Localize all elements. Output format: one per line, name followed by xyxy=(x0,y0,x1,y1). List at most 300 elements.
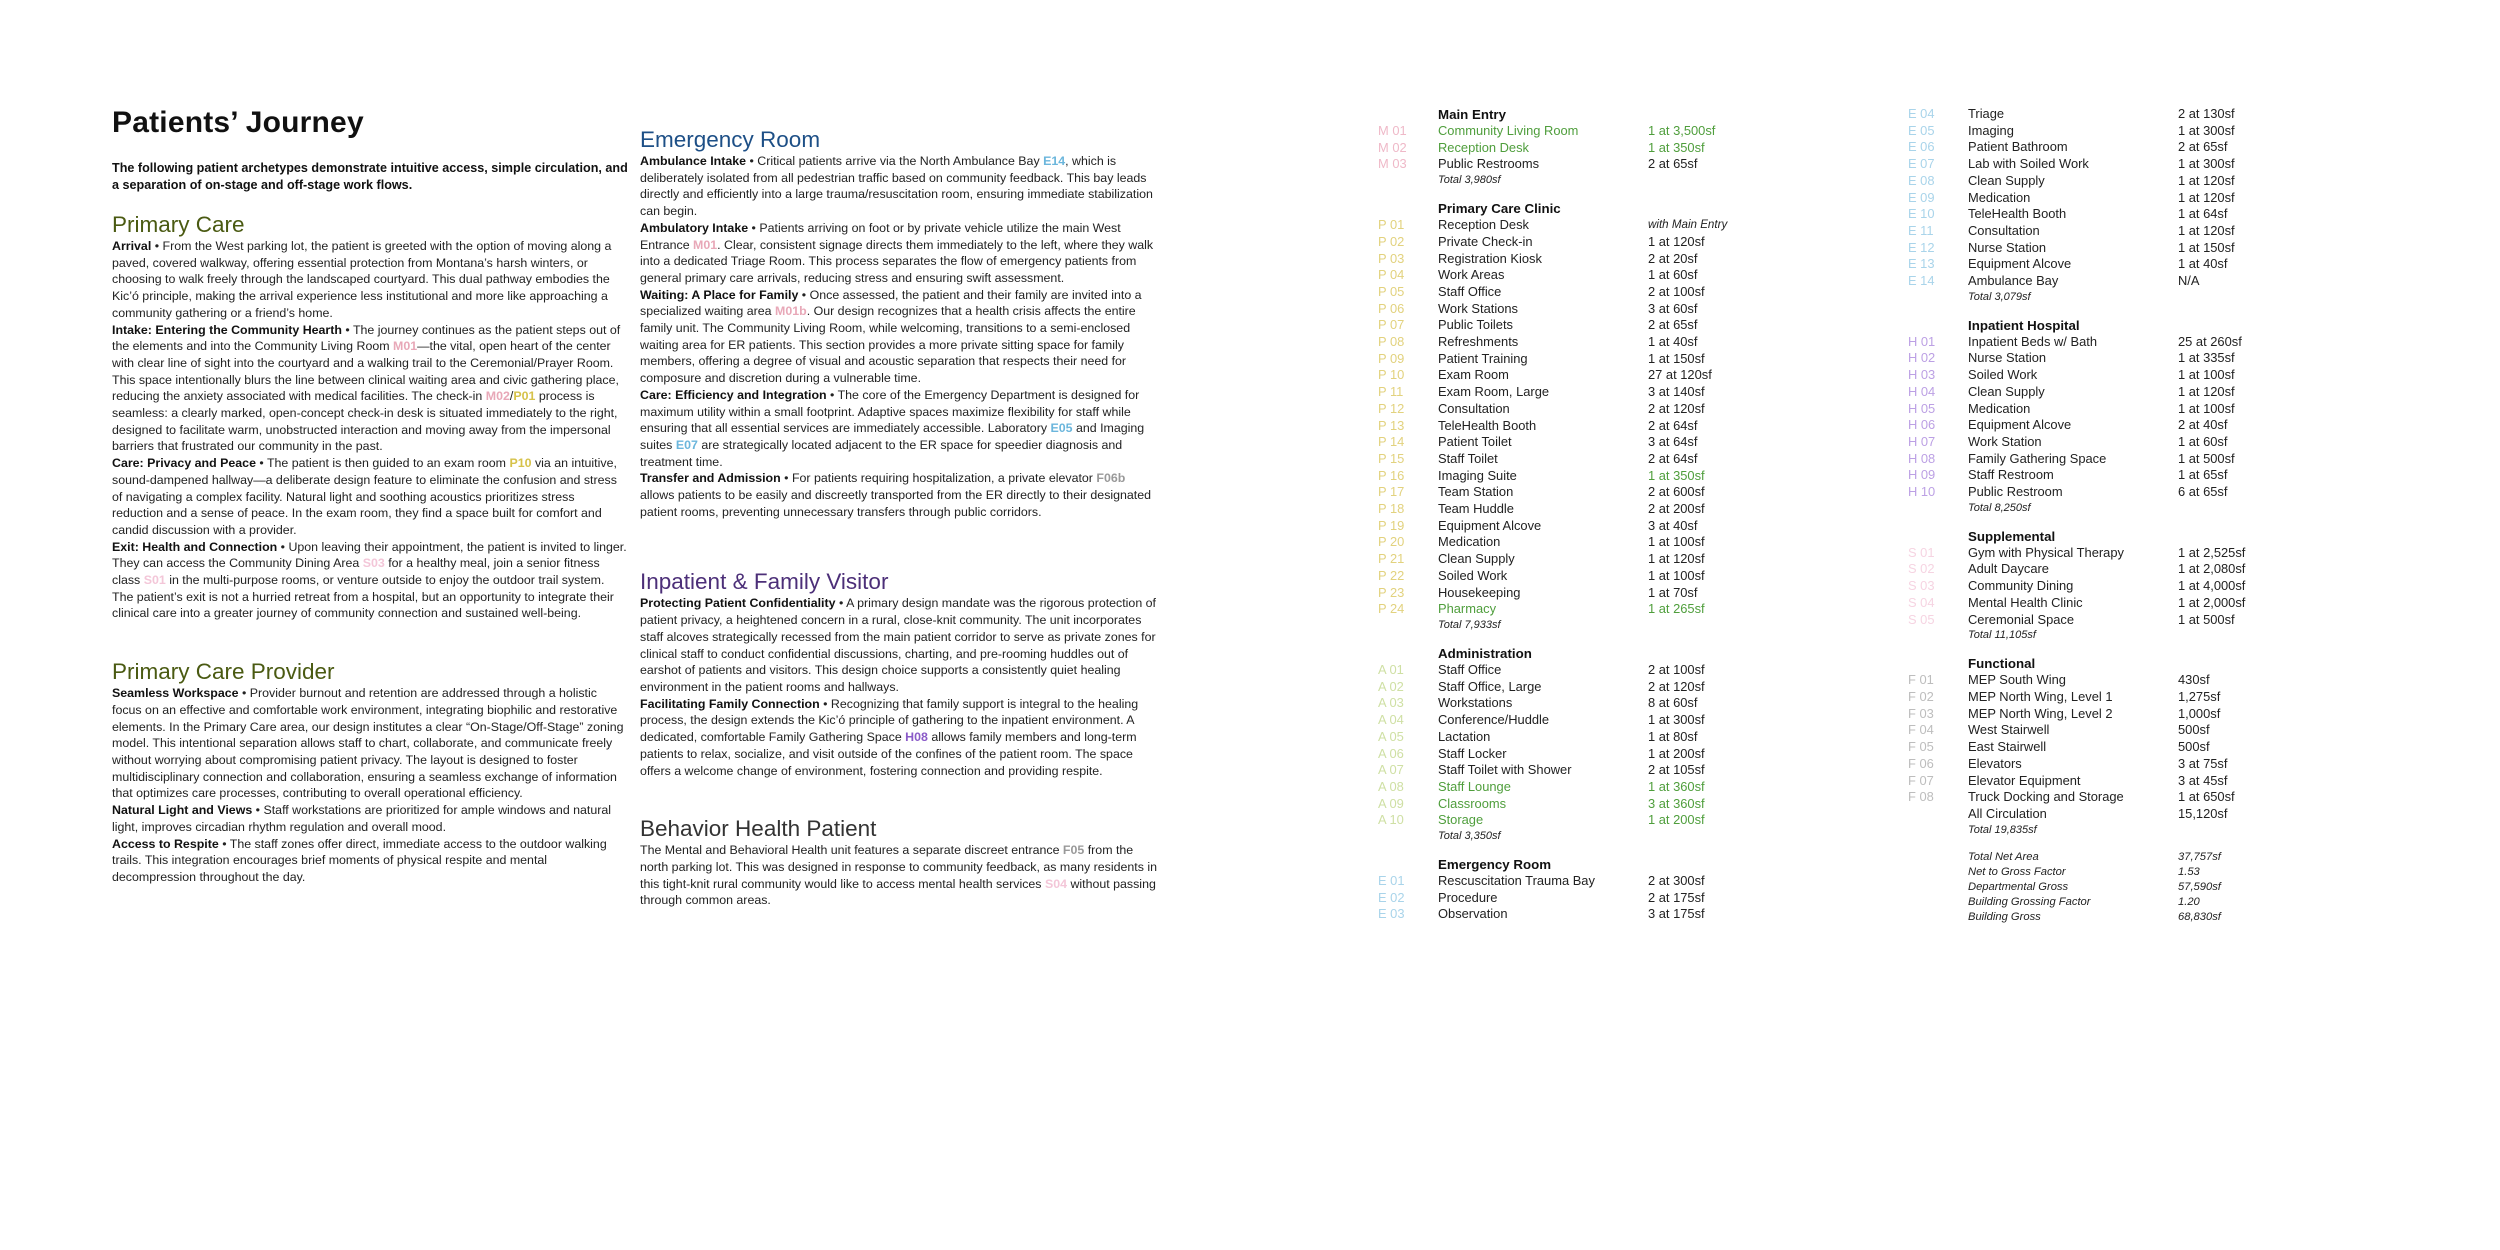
spacer xyxy=(112,622,628,660)
schedule-row xyxy=(1908,806,2388,823)
schedule-row xyxy=(1378,568,1898,585)
room-code: F06b xyxy=(1096,471,1126,486)
room-name: Clean Supply xyxy=(1968,383,2045,399)
room-name: Staff Locker xyxy=(1438,745,1507,761)
room-code: P 03 xyxy=(1378,250,1405,266)
exit-heading: Exit: Health and Connection xyxy=(112,539,278,554)
room-name: Staff Toilet with Shower xyxy=(1438,762,1572,778)
workspace-text: Provider burnout and retention are addressed through a holistic focus on an effective and comfortable work environment, integrating biophilic and restorative elements. In the Primary Care area, our design institutes a clear “On-Stage/Off-Stage” zoning model. This intentional separation allows staff to chart, collaborate, and communicate freely without worrying about compromising patient privacy. The layout is designed to foster multidisciplinary connection and collaboration, ensuring a seamless exchange of information that optimizes care processes, contributing to overall operational efficiency. xyxy=(112,686,624,801)
summary-row xyxy=(1908,850,2388,865)
room-code: A 02 xyxy=(1378,678,1404,694)
room-code: S 01 xyxy=(1908,544,1935,560)
room-code: P 02 xyxy=(1378,233,1405,249)
room-name: Storage xyxy=(1438,812,1484,828)
room-code: A 06 xyxy=(1378,745,1404,761)
summary-value: 37,757sf xyxy=(2178,850,2221,863)
room-code: H 02 xyxy=(1908,350,1936,366)
schedule-row xyxy=(1378,334,1898,351)
room-code: H 07 xyxy=(1908,433,1936,449)
schedule-row xyxy=(1908,561,2388,578)
schedule-group xyxy=(1908,106,2388,304)
room-code: A 10 xyxy=(1378,812,1404,828)
schedule-row xyxy=(1378,779,1898,796)
intake-text-1: The journey continues as the patient steps out of the elements and into the Community Living Room xyxy=(112,322,621,354)
room-code: P 12 xyxy=(1378,400,1405,416)
schedule-row xyxy=(1908,789,2388,806)
room-name: Elevators xyxy=(1968,755,2022,771)
schedule-group-title: Administration xyxy=(1438,645,1532,661)
behavior-text xyxy=(640,842,1158,909)
room-name: Work Areas xyxy=(1438,267,1505,283)
room-name: Community Living Room xyxy=(1438,123,1579,138)
room-name: Patient Bathroom xyxy=(1968,139,2068,155)
room-name: Lactation xyxy=(1438,728,1491,744)
schedule-group-title: Main Entry xyxy=(1438,107,1506,122)
room-code: F 04 xyxy=(1908,722,1934,738)
room-code: P 08 xyxy=(1378,334,1405,350)
respite-text: The staff zones offer direct, immediate access to the outdoor walking trails. This integration encourages brief moments of physical respite and mental decompression throughout the day. xyxy=(112,836,607,884)
summary-label: Building Grossing Factor xyxy=(1968,895,2091,908)
schedule-row xyxy=(1908,434,2388,451)
room-name: Exam Room xyxy=(1438,367,1509,383)
room-code: M01 xyxy=(393,339,418,354)
room-code: S 02 xyxy=(1908,561,1935,577)
room-code: M 02 xyxy=(1378,139,1407,155)
room-code: H 10 xyxy=(1908,484,1936,500)
provider-text: Seamless Workspace • Provider burnout and retention are addressed through a holistic focus on an effective and comfortable work environment, integrating biophilic and restorative elements. In the Primary Care area, our design institutes a clear “On-Stage/Off-Stage” zoning model. This intentional separation allows staff to chart, collaborate, and communicate freely without worrying about compromising patient privacy. The layout is designed to foster multidisciplinary connection and collaboration, ensuring a seamless exchange of information that optimizes care processes, contributing to overall operational efficiency. Natural Light and Views • Staff workstations are prioritized for ample windows and natural light, improves circadian rhythm regulation and overall mood. Access to Respite • The staff zones offer direct, immediate access to the outdoor walking trails. This integration encourages brief moments of physical respite and mental decompression throughout the day. xyxy=(112,686,624,884)
schedule-group xyxy=(1908,317,2388,515)
room-name: Staff Office, Large xyxy=(1438,678,1542,694)
family-text-2: allows family members and long-term patients to relax, socialize, and visit outside of the confines of the patient room. The space offers a welcome change of environment, fostering connection and providing respite. xyxy=(640,730,1137,778)
ambulatory-text-1: Patients arriving on foot or by private vehicle utilize the main West Entrance xyxy=(640,220,1121,252)
room-name: Conference/Huddle xyxy=(1438,712,1550,728)
schedule-row xyxy=(1378,662,1898,679)
family-text-1: Recognizing that family support is integral to the healing process, the design extends the Kic’ó principle of gathering to the inpatient environment. A dedicated, comfortable Family Gathering Space xyxy=(640,696,1139,745)
room-code: M 03 xyxy=(1378,156,1407,172)
room-code: S 05 xyxy=(1908,611,1935,627)
room-name: Staff Office xyxy=(1438,661,1502,677)
room-name: MEP South Wing xyxy=(1968,672,2066,688)
room-area: 8 at 60sf xyxy=(1648,695,1698,711)
room-code: M01 xyxy=(693,237,718,252)
room-code: E 05 xyxy=(1908,122,1935,138)
room-name: MEP North Wing, Level 2 xyxy=(1968,705,2113,721)
room-code: P 17 xyxy=(1378,484,1405,500)
room-name: West Stairwell xyxy=(1968,722,2050,738)
schedule-row xyxy=(1378,301,1898,318)
room-code: H 04 xyxy=(1908,383,1936,399)
room-area: 1 at 200sf xyxy=(1648,812,1705,828)
room-area: 3 at 75sf xyxy=(2178,755,2228,771)
schedule-row xyxy=(1378,284,1898,301)
waiting-text-2: . Our design recognizes that a health crisis affects the entire family unit. The Community Living Room, while welcoming, transitions to a semi-enclosed waiting area for ER patients. This section provides a more private sitting space for family members, offering a degree of visual and acoustic separation that respects their need for composure and discretion during a vulnerable time. xyxy=(640,304,1136,386)
room-area: 2 at 65sf xyxy=(2178,139,2228,155)
room-name: Inpatient Beds w/ Bath xyxy=(1968,333,2097,349)
schedule-group-total: Total 3,350sf xyxy=(1438,830,1501,843)
room-code: P 01 xyxy=(1378,217,1405,233)
room-name: Pharmacy xyxy=(1438,601,1497,617)
room-code: E 03 xyxy=(1378,906,1405,922)
room-name: Imaging xyxy=(1968,122,2014,138)
schedule-row xyxy=(1378,906,1898,923)
er-care-text-1: The core of the Emergency Department is designed for maximum utility within a small footprint. Adaptive spaces maximize flexibility for staff while ensuring that all essential services are immediately accessible. Laboratory xyxy=(640,387,1140,436)
primary-care-section xyxy=(112,213,628,622)
room-area: 1 at 120sf xyxy=(1648,551,1705,567)
room-name: Gym with Physical Therapy xyxy=(1968,544,2124,560)
room-area: 1 at 80sf xyxy=(1648,728,1698,744)
transfer-heading: Transfer and Admission xyxy=(640,471,781,486)
room-name: Imaging Suite xyxy=(1438,467,1517,483)
schedule-row xyxy=(1378,123,1898,140)
space-schedule-left xyxy=(1378,106,1898,936)
room-area: 1 at 265sf xyxy=(1648,601,1705,617)
room-area: with Main Entry xyxy=(1648,218,1728,232)
er-section xyxy=(640,128,1158,520)
summary-label: Departmental Gross xyxy=(1968,880,2069,893)
room-area: 2 at 600sf xyxy=(1648,484,1705,500)
er-text: Ambulance Intake • Critical patients arrive via the North Ambulance Bay E14, which is deliberately isolated from all pedestrian traffic based on community feedback. This bay leads directly and efficiently into a large trauma/resuscitation room, ensuring immediate stabilization can begin. Ambulatory Intake • Patients arriving on foot or by private vehicle utilize the main West Entrance M01. Clear, consistent signage directs them immediately to the left, where they walk into a dedicated Triage Room. This process separates the flow of emergency patients from general primary care arrivals, reducing stress and ensuring swift assessment. Waiting: A Place for Family • Once assessed, the patient and their family are invited into a specialized waiting area M01b. Our design recognizes that a health crisis affects the entire family unit. The Community Living Room, while welcoming, transitions to a semi-enclosed waiting area for ER patients. This section provides a more private sitting space for family members, offering a degree of visual and acoustic separation that respects their need for composure and discretion during a vulnerable time. Care: Efficiency and Integration • The core of the Emergency Department is designed for maximum utility within a small footprint. Adaptive spaces maximize flexibility for staff while ensuring that all essential services are immediately accessible. Laboratory E05 and Imaging suites E07 are strategically located adjacent to the ER space for speedier diagnosis and treatment time. Transfer and Admission • For patients requiring hospitalization, a private elevator F06b allows patients to be easily and discreetly transported from the ER directly to their designated patient rooms, preventing unnecessary transfers through public corridors. xyxy=(640,154,1154,519)
summary-row xyxy=(1908,865,2388,880)
waiting-text-1: Once assessed, the patient and their family are invited into a specialized waiting area xyxy=(640,287,1142,319)
room-area: 1,000sf xyxy=(2178,705,2221,721)
room-area: 1 at 300sf xyxy=(2178,156,2235,172)
schedule-row xyxy=(1378,384,1898,401)
schedule-group-total: Total 7,933sf xyxy=(1438,618,1501,631)
room-code: M02 xyxy=(485,389,510,404)
room-name: TeleHealth Booth xyxy=(1968,206,2067,222)
schedule-row xyxy=(1908,139,2388,156)
room-area: 1 at 150sf xyxy=(1648,350,1705,366)
ambulance-text-1: Critical patients arrive via the North Ambulance Bay xyxy=(757,154,1040,168)
room-area: 2 at 65sf xyxy=(1648,317,1698,333)
room-code: P 11 xyxy=(1378,384,1404,400)
schedule-group-title: Supplemental xyxy=(1968,528,2056,544)
room-area: 3 at 175sf xyxy=(1648,906,1705,922)
room-name: Public Restrooms xyxy=(1438,156,1540,172)
schedule-row xyxy=(1378,140,1898,157)
room-code: E 02 xyxy=(1378,889,1405,905)
schedule-row xyxy=(1908,190,2388,207)
family-heading: Facilitating Family Connection xyxy=(640,696,820,711)
schedule-row xyxy=(1378,156,1898,173)
room-code: H 03 xyxy=(1908,367,1936,383)
schedule-row xyxy=(1378,267,1898,284)
room-code: P 19 xyxy=(1378,517,1405,533)
room-code: E 14 xyxy=(1908,273,1935,289)
schedule-row xyxy=(1908,545,2388,562)
room-area: 1 at 300sf xyxy=(2178,122,2235,138)
schedule-group-total: Total 3,980sf xyxy=(1438,174,1501,187)
room-name: Reception Desk xyxy=(1438,139,1529,155)
room-area: 2 at 120sf xyxy=(1648,678,1705,694)
schedule-row xyxy=(1378,401,1898,418)
schedule-row xyxy=(1908,417,2388,434)
room-area: 1 at 60sf xyxy=(2178,433,2228,449)
room-name: Ceremonial Space xyxy=(1968,611,2075,627)
room-name: Medication xyxy=(1438,534,1501,550)
schedule-row xyxy=(1378,695,1898,712)
room-code: P 10 xyxy=(1378,367,1405,383)
schedule-row xyxy=(1378,501,1898,518)
room-area: 3 at 64sf xyxy=(1648,434,1698,450)
natural-light-heading: Natural Light and Views xyxy=(112,803,253,818)
room-code: M01b xyxy=(775,304,807,319)
ambulatory-text-2: . Clear, consistent signage directs them immediately to the left, where they walk into a dedicated Triage Room. This process separates the flow of emergency patients from general primary care arrivals, reducing stress and ensuring swift assessment. xyxy=(640,237,1154,285)
schedule-row xyxy=(1378,418,1898,435)
room-code: P 09 xyxy=(1378,350,1405,366)
room-name: TeleHealth Booth xyxy=(1438,417,1537,433)
er-care-heading: Care: Efficiency and Integration xyxy=(640,387,827,402)
schedule-row xyxy=(1908,334,2388,351)
intro-text: The following patient archetypes demonstrate intuitive access, simple circulation, and a separation of on-stage and off-stage work flows. xyxy=(112,161,628,192)
schedule-row xyxy=(1908,240,2388,257)
schedule-row xyxy=(1378,551,1898,568)
schedule-row xyxy=(1908,689,2388,706)
room-name: Team Station xyxy=(1438,484,1514,500)
room-name: Public Restroom xyxy=(1968,484,2063,500)
schedule-row xyxy=(1378,729,1898,746)
page-title: Patients’ Journey xyxy=(112,106,364,139)
schedule-group xyxy=(1908,528,2388,643)
schedule-group-total: Total 19,835sf xyxy=(1968,823,2037,836)
room-code: P 14 xyxy=(1378,434,1405,450)
natural-light-text: Staff workstations are prioritized for ample windows and natural light, improves circadian rhythm regulation and overall mood. xyxy=(112,803,612,834)
schedule-row xyxy=(1908,773,2388,790)
room-area: 2 at 100sf xyxy=(1648,283,1705,299)
schedule-row xyxy=(1908,223,2388,240)
intake-heading: Intake: Entering the Community Hearth xyxy=(112,322,342,337)
room-code: P 04 xyxy=(1378,267,1405,283)
schedule-group-title: Functional xyxy=(1968,656,2036,672)
room-area: 1 at 4,000sf xyxy=(2178,578,2246,594)
room-code: S 04 xyxy=(1908,594,1935,610)
room-area: 2 at 175sf xyxy=(1648,889,1705,905)
primary-care-title: Primary Care xyxy=(112,212,245,237)
room-area: 1 at 40sf xyxy=(2178,256,2228,272)
schedule-row xyxy=(1908,595,2388,612)
room-area: 1 at 500sf xyxy=(2178,611,2235,627)
room-code: S04 xyxy=(1044,876,1067,891)
room-name: Mental Health Clinic xyxy=(1968,594,2083,610)
schedule-row xyxy=(1378,451,1898,468)
room-code: P 24 xyxy=(1378,601,1405,617)
room-area: 2 at 300sf xyxy=(1648,873,1705,889)
schedule-group-total: Total 11,105sf xyxy=(1968,629,2036,642)
transfer-text-1: For patients requiring hospitalization, a private elevator xyxy=(791,471,1093,486)
schedule-group-title: Emergency Room xyxy=(1438,857,1552,873)
schedule-row xyxy=(1378,873,1898,890)
room-area: 500sf xyxy=(2178,722,2210,738)
room-area: 15,120sf xyxy=(2178,805,2228,821)
room-name: Ambulance Bay xyxy=(1968,273,2059,289)
room-code: A 07 xyxy=(1378,762,1404,778)
room-code: F 07 xyxy=(1908,772,1934,788)
room-name: Soiled Work xyxy=(1968,367,2038,383)
room-code xyxy=(1908,806,1968,823)
room-code: P 23 xyxy=(1378,584,1405,600)
room-area: 1,275sf xyxy=(2178,688,2221,704)
room-area: 1 at 100sf xyxy=(1648,534,1705,550)
room-code: A 03 xyxy=(1378,695,1404,711)
room-name: Nurse Station xyxy=(1968,350,2047,366)
narrative-column-right xyxy=(640,128,1158,909)
room-code: E14 xyxy=(1043,154,1066,168)
schedule-row xyxy=(1908,173,2388,190)
room-code: A 09 xyxy=(1378,795,1404,811)
care-text-1: The patient is then guided to an exam room xyxy=(266,456,506,471)
room-code: S03 xyxy=(362,556,385,571)
room-name: Exam Room, Large xyxy=(1438,384,1550,400)
care-heading: Care: Privacy and Peace xyxy=(112,456,256,471)
behavior-text-3: without passing through common areas. xyxy=(640,876,1156,908)
room-area: 25 at 260sf xyxy=(2178,333,2242,349)
summary-spacer xyxy=(1908,895,1968,910)
room-name: Equipment Alcove xyxy=(1968,417,2072,433)
summary-value: 57,590sf xyxy=(2178,880,2221,893)
intake-text-2: —the vital, open heart of the center with clear line of sight into the courtyard and a walking trail to the Ceremonial/Prayer Room. This space intentionally blurs the line between clinical waiting area and civic gathering place, reducing the anxiety associated with medical facilities. The check-in xyxy=(112,339,619,404)
schedule-row xyxy=(1378,679,1898,696)
er-title: Emergency Room xyxy=(640,127,821,152)
room-area: 1 at 350sf xyxy=(1648,467,1705,483)
room-code: H 09 xyxy=(1908,467,1936,483)
room-name: Consultation xyxy=(1968,222,2040,238)
schedule-group xyxy=(1908,655,2388,836)
schedule-row xyxy=(1908,350,2388,367)
room-area: 2 at 65sf xyxy=(1648,156,1698,172)
room-name: Adult Daycare xyxy=(1968,561,2049,577)
behavior-title: Behavior Health Patient xyxy=(640,816,877,842)
spacer xyxy=(640,520,1158,570)
room-code: M 01 xyxy=(1378,123,1407,138)
inpatient-text: Protecting Patient Confidentiality • A primary design mandate was the rigorous protection of patient privacy, a heightened concern in a rural, close-knit community. The unit incorporates staff alcoves strategically recessed from the main patient corridor to serve as private zones for clinical staff to conduct confidential discussions, charting, and pre-rooming huddles out of earshot of patients and visitors. This design choice supports a consistently quiet healing environment in the patient rooms and hallways. Facilitating Family Connection • Recognizing that family support is integral to the healing process, the design extends the Kic’ó principle of gathering to the inpatient environment. A dedicated, comfortable Family Gathering Space H08 allows family members and long-term patients to relax, socialize, and visit outside of the confines of the patient room. The space offers a welcome change of environment, fostering connection and providing respite. xyxy=(640,596,1156,778)
room-area: 2 at 120sf xyxy=(1648,400,1705,416)
room-area: 3 at 360sf xyxy=(1648,795,1705,811)
room-code: H 01 xyxy=(1908,333,1936,349)
room-area: 1 at 2,000sf xyxy=(2178,594,2246,610)
schedule-row xyxy=(1378,484,1898,501)
confidentiality-text: A primary design mandate was the rigorous protection of patient privacy, a heightened concern in a rural, close-knit community. The unit incorporates staff alcoves strategically recessed from the main patient corridor to serve as private zones for clinical staff to conduct confidential discussions, charting, and pre-rooming huddles out of earshot of patients and visitors. This design choice supports a consistently quiet healing environment in the patient rooms and hallways. xyxy=(640,596,1156,694)
room-code: H 08 xyxy=(1908,450,1936,466)
room-name: MEP North Wing, Level 1 xyxy=(1968,688,2113,704)
room-area: 1 at 2,080sf xyxy=(2178,561,2246,577)
schedule-group xyxy=(1378,856,1898,923)
schedule-row xyxy=(1378,762,1898,779)
room-code: S 03 xyxy=(1908,578,1935,594)
schedule-row xyxy=(1378,317,1898,334)
schedule-row xyxy=(1908,739,2388,756)
room-name: Classrooms xyxy=(1438,795,1507,811)
waiting-heading: Waiting: A Place for Family xyxy=(640,287,799,302)
room-area: 1 at 350sf xyxy=(1648,139,1705,155)
room-code: E 07 xyxy=(1908,156,1935,172)
schedule-row xyxy=(1378,468,1898,485)
room-code: A 01 xyxy=(1378,661,1404,677)
room-name: Truck Docking and Storage xyxy=(1968,789,2124,805)
room-code: P 20 xyxy=(1378,534,1405,550)
summary-row xyxy=(1908,880,2388,895)
room-code: E 13 xyxy=(1908,256,1935,272)
room-name: All Circulation xyxy=(1968,805,2047,821)
room-area: 1 at 100sf xyxy=(1648,567,1705,583)
schedule-row xyxy=(1908,106,2388,123)
room-name: Lab with Soiled Work xyxy=(1968,156,2089,172)
room-code: E 04 xyxy=(1908,106,1935,121)
room-area: 1 at 70sf xyxy=(1648,584,1698,600)
room-code: E 10 xyxy=(1908,206,1935,222)
schedule-row xyxy=(1908,156,2388,173)
summary-spacer xyxy=(1908,865,1968,880)
room-name: Team Huddle xyxy=(1438,501,1514,517)
room-name: Procedure xyxy=(1438,889,1498,905)
schedule-row xyxy=(1378,585,1898,602)
room-area: 1 at 500sf xyxy=(2178,450,2235,466)
behavior-text-1: The Mental and Behavioral Health unit features a separate discreet entrance xyxy=(640,843,1060,858)
room-code: F 06 xyxy=(1908,755,1934,771)
summary-label: Building Gross xyxy=(1968,910,2041,923)
room-area: 1 at 150sf xyxy=(2178,239,2235,255)
exit-text-3: in the multi-purpose rooms, or venture outside to enjoy the outdoor trail system. The patient’s exit is not a hurried retreat from a hospital, but an opportunity to integrate their clinical care into a greater journey of community connection and sustained well-being. xyxy=(112,573,614,621)
schedule-row xyxy=(1908,384,2388,401)
schedule-row xyxy=(1378,796,1898,813)
room-area: 430sf xyxy=(2178,672,2210,688)
schedule-row xyxy=(1908,467,2388,484)
room-area: 1 at 40sf xyxy=(1648,334,1698,350)
room-name: Elevator Equipment xyxy=(1968,772,2081,788)
schedule-row xyxy=(1908,722,2388,739)
room-area: 1 at 360sf xyxy=(1648,778,1705,794)
room-area: 500sf xyxy=(2178,739,2210,755)
room-name: Observation xyxy=(1438,906,1508,922)
summary-row xyxy=(1908,910,2388,925)
confidentiality-heading: Protecting Patient Confidentiality xyxy=(640,596,836,611)
transfer-text-2: allows patients to be easily and discreetly transported from the ER directly to their designated patient rooms, preventing unnecessary transfers through public corridors. xyxy=(640,488,1152,519)
schedule-row xyxy=(1378,812,1898,829)
summary-spacer xyxy=(1908,850,1968,865)
room-name: Work Station xyxy=(1968,433,2042,449)
room-area: 1 at 120sf xyxy=(2178,383,2235,399)
code-separator: / xyxy=(509,389,514,404)
er-care-text-2: and Imaging suites xyxy=(640,421,1145,452)
room-code: A 04 xyxy=(1378,712,1404,728)
schedule-row xyxy=(1378,518,1898,535)
room-name: Registration Kiosk xyxy=(1438,250,1542,266)
summary-label: Total Net Area xyxy=(1968,850,2039,863)
summary-spacer xyxy=(1908,880,1968,895)
room-area: 2 at 40sf xyxy=(2178,417,2228,433)
summary-row xyxy=(1908,895,2388,910)
room-name: Private Check-in xyxy=(1438,233,1533,249)
summary-label: Net to Gross Factor xyxy=(1968,865,2066,878)
room-area: 1 at 300sf xyxy=(1648,712,1705,728)
room-area: 1 at 335sf xyxy=(2178,350,2235,366)
room-code: P 18 xyxy=(1378,501,1405,517)
room-code: A 08 xyxy=(1378,778,1404,794)
room-name: Staff Toilet xyxy=(1438,450,1498,466)
room-code: P10 xyxy=(509,456,532,471)
room-code: P 21 xyxy=(1378,551,1405,567)
room-code: F05 xyxy=(1062,843,1085,858)
ambulance-text-2: , which is deliberately isolated from all pedestrian traffic based on community feedback. This bay leads directly and efficiently into a large trauma/resuscitation room, ensuring immediate stabilization can begin. xyxy=(640,154,1153,219)
room-code: F 05 xyxy=(1908,739,1934,755)
room-code: F 03 xyxy=(1908,705,1934,721)
room-area: 2 at 200sf xyxy=(1648,501,1705,517)
room-area: 1 at 100sf xyxy=(2178,367,2235,383)
schedule-row xyxy=(1378,351,1898,368)
room-area: 1 at 60sf xyxy=(1648,267,1698,283)
schedule-group-total: Total 3,079sf xyxy=(1968,290,2031,303)
room-area: 1 at 120sf xyxy=(2178,189,2235,205)
provider-title: Primary Care Provider xyxy=(112,659,335,685)
